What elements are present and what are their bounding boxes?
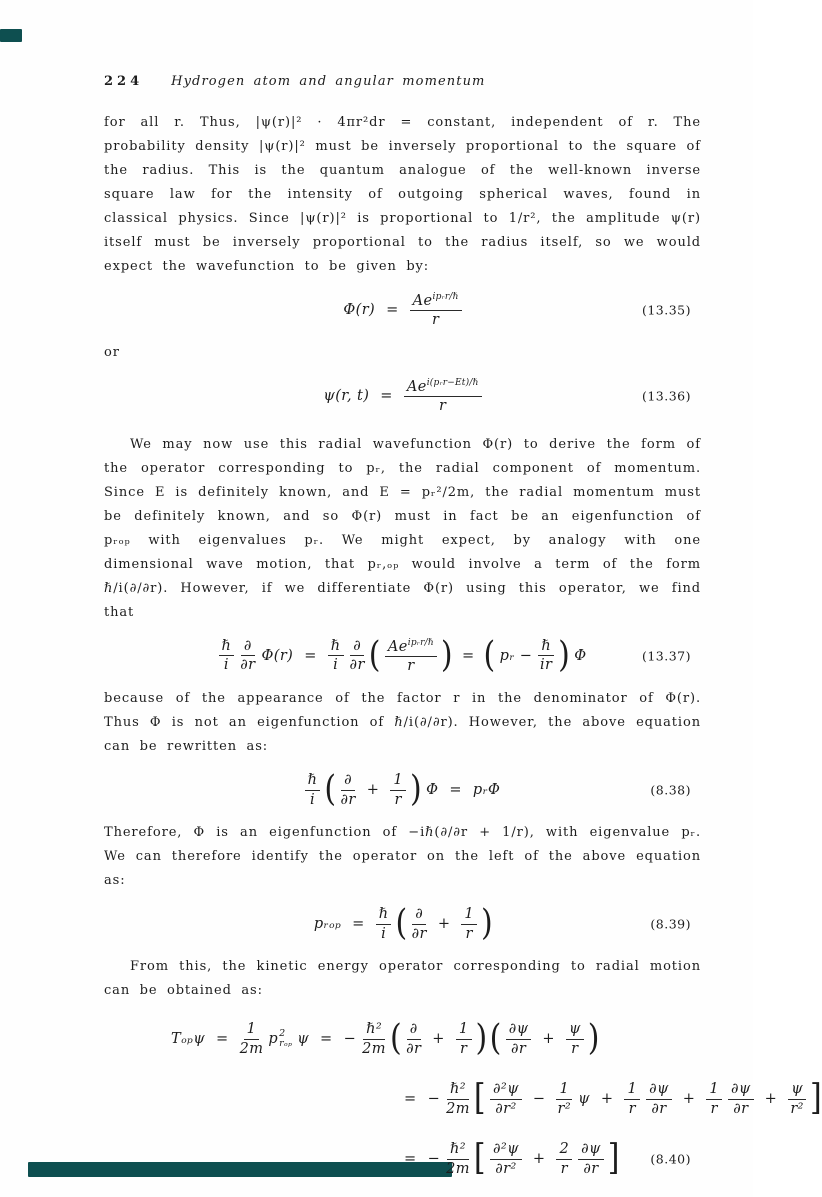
math-text: − [427, 1091, 441, 1107]
equation-number: (13.36) [641, 388, 691, 404]
math-text: pᵣ − [499, 647, 533, 664]
math-operator: = [320, 1031, 333, 1047]
equation-13-36 [104, 373, 701, 419]
math-fraction: $\frac{1}{\text{r²}}$ [557, 1081, 572, 1117]
math-fraction: $\frac{\text{ℏ²}}{2m}$ [446, 1141, 470, 1177]
math-paren: ) [481, 902, 494, 945]
math-operator: = [216, 1031, 229, 1047]
math-text: pᵣΦ [472, 782, 501, 798]
or-connector: or [104, 345, 120, 360]
equation-13-37 [104, 633, 701, 679]
math-fraction: $\frac{\partial\psi}{\partial r}$ [578, 1141, 604, 1176]
math-bracket: [ [473, 1137, 487, 1180]
math-fraction: $\frac{2}{r}$ [556, 1141, 572, 1176]
equation-8-39 [104, 901, 701, 947]
math-fraction: $\frac{1}{r}$ [456, 1021, 472, 1056]
math-operator: + [432, 1031, 445, 1047]
math-fraction: $\frac{\partial\psi}{\partial r}$ [506, 1021, 532, 1056]
math-fraction: $\frac{\text{ℏ}}{i}$ [328, 638, 344, 673]
math-operator: = [404, 1151, 417, 1167]
math-fraction: $\frac{1}{r}$ [624, 1081, 640, 1116]
math-fraction: $\frac{\text{∂²ψ}}{\text{∂r²}}$ [490, 1081, 522, 1116]
math-fraction: $\frac{\text{ℏ²}}{2m}$ [446, 1081, 470, 1117]
math-fraction: $\frac{\psi}{r}$ [566, 1021, 584, 1056]
math-paren: ( [395, 902, 408, 945]
math-fraction: $\frac{\text{ℏ}}{ir}$ [540, 638, 553, 674]
math-operator: = [352, 916, 365, 932]
math-operator: = [386, 301, 399, 318]
math-operator: + [366, 782, 380, 798]
math-paren: ) [475, 1017, 488, 1060]
math-fraction: $\frac{\text{ℏ}}{i}$ [305, 772, 321, 807]
math-fraction: $\frac{\partial}{\partial r}$ [340, 772, 356, 808]
math-fraction: $\frac{\partial\psi}{\partial r}$ [728, 1081, 754, 1116]
math-paren: ( [324, 768, 337, 811]
math-fraction: $\frac{\text{ℏ²}}{2m}$ [362, 1021, 386, 1057]
page-number: 224 [104, 74, 144, 89]
math-text: Φ [574, 647, 587, 664]
math-text: Tₒₚψ [171, 1031, 206, 1047]
math-bracket: [ [473, 1077, 487, 1120]
math-text: Φ [426, 782, 439, 798]
math-operator: = [380, 387, 393, 404]
math-fraction: $\frac{\partial}{\partial r}$ [240, 638, 256, 674]
math-fraction: $\frac{\psi}{\text{r²}}$ [788, 1081, 806, 1116]
math-operator: − [532, 1091, 546, 1107]
math-fraction: $\frac{\partial}{\partial r}$ [349, 638, 365, 674]
paragraph-radial-operator: We may now use this radial wavefunction Φ(r) to derive the form of the operator corresponding to pᵣ, the radial component of momentum. Since E is definitely known, and E = pᵣ²/2m, the radial momentum must be definitely known, and so Φ(r) must in fact be an eigenfunction of pᵣₒₚ with eigenvalues pᵣ. We might expect, by analogy with one dimensional wave motion, that pᵣ,ₒₚ would involve a term of the form ℏ/i(∂/∂r). However, if we differentiate Φ(r) using this operator, we find that [104, 437, 701, 620]
math-fraction: $\frac{\text{ℏ}}{i}$ [219, 638, 235, 673]
math-text: pᵣₒₚ [313, 916, 342, 932]
math-fraction: $\frac{\text{∂²ψ}}{\text{∂r²}}$ [490, 1141, 522, 1176]
equation-number: (13.35) [641, 302, 691, 318]
math-fraction: $\frac{\partial\psi}{\partial r}$ [646, 1081, 672, 1116]
math-paren: ) [440, 634, 453, 677]
equation-13-35 [104, 287, 701, 333]
math-operator: + [600, 1091, 614, 1107]
math-fraction: $\frac{1}{r}$ [706, 1081, 722, 1116]
math-text: Φ(r) [261, 647, 294, 664]
equation-row [104, 1133, 701, 1185]
math-operator: + [682, 1091, 696, 1107]
math-paren: ) [409, 768, 423, 811]
math-paren: ( [389, 1017, 403, 1060]
equation-number: (8.39) [650, 916, 691, 932]
equation-13-37-content [216, 634, 590, 677]
math-operator: + [542, 1031, 555, 1047]
equation-number: (13.37) [641, 648, 691, 664]
equation-8-39-content [311, 902, 494, 945]
equation-number: (8.38) [650, 782, 691, 798]
math-fraction: $\frac{\partial}{\partial r}$ [411, 906, 427, 942]
running-head: Hydrogen atom and angular momentum [171, 74, 486, 89]
math-supsub: p 2 rₒₚ [268, 1027, 293, 1049]
math-fraction: $\frac{1}{2m}$ [239, 1021, 264, 1057]
math-operator: + [764, 1091, 778, 1107]
math-fraction: $\frac{Ae^{ipᵣr/\hbar}}{r}$ [385, 638, 437, 674]
math-text: − [343, 1031, 357, 1047]
math-paren: ( [368, 634, 381, 677]
math-text: Φ(r) [343, 301, 376, 318]
math-paren: ) [558, 634, 571, 677]
math-operator: + [437, 916, 451, 932]
page-header [104, 74, 701, 89]
equation-8-38-content [302, 768, 504, 811]
math-text: − [427, 1151, 441, 1167]
page-body [104, 111, 822, 1185]
math-text: ψ [578, 1091, 590, 1107]
equation-row [104, 1073, 822, 1125]
math-fraction: $\frac{1}{r}$ [390, 772, 406, 807]
math-paren: ) [587, 1017, 600, 1060]
equation-row [104, 1013, 701, 1065]
math-operator: = [304, 647, 317, 664]
math-fraction: $\frac{\partial}{\partial r}$ [406, 1021, 422, 1057]
math-operator: = [404, 1091, 417, 1107]
math-text: ψ(r, t) [323, 387, 370, 404]
math-bracket: ] [809, 1077, 822, 1120]
math-paren: ( [483, 634, 496, 677]
math-fraction: $\frac{1}{r}$ [461, 906, 477, 941]
paragraph-probability-density: for all r. Thus, |ψ(r)|² · 4πr²dr = constant, independent of r. The probability density |ψ(r)|² must be inversely proportional to the square of the radius. This is the quantum analogue of the well-known inverse square law for the intensity of outgoing spherical waves, found in classical physics. Since |ψ(r)|² is proportional to 1/r², the amplitude ψ(r) itself must be inversely proportional to the radius itself, so we would expect the wavefunction to be given by: [104, 115, 701, 274]
paragraph-kinetic-energy: From this, the kinetic energy operator corresponding to radial motion can be obtained as: [104, 959, 701, 998]
equation-13-35-content [340, 292, 464, 328]
math-operator: = [461, 647, 475, 664]
math-fraction: $\frac{Ae^{i(pᵣr-Et)/\hbar}}{r}$ [404, 378, 482, 414]
paragraph-eigenfunction: Therefore, Φ is an eigenfunction of −iℏ(∂/∂r + 1/r), with eigenvalue pᵣ. We can therefore identify the operator on the left of the above equation as: [104, 825, 701, 888]
math-fraction: $\frac{Ae^{ipᵣr/\hbar}}{r}$ [410, 292, 462, 328]
scan-artifact-top [0, 29, 22, 42]
math-bracket: ] [607, 1137, 620, 1180]
math-text: ψ [297, 1031, 310, 1047]
equation-8-38 [104, 767, 701, 813]
equation-number: (8.40) [650, 1151, 691, 1167]
paragraph-denominator-factor: because of the appearance of the factor r in the denominator of Φ(r). Thus Φ is not an eigenfunction of ℏ/i(∂/∂r). However, the above equation can be rewritten as: [104, 691, 701, 754]
equation-13-36-content [320, 378, 484, 414]
equation-8-40 [104, 1013, 822, 1185]
math-operator: = [449, 782, 462, 798]
math-fraction: $\frac{\text{ℏ}}{i}$ [376, 906, 392, 941]
math-paren: ( [489, 1017, 502, 1060]
math-operator: + [532, 1151, 546, 1167]
